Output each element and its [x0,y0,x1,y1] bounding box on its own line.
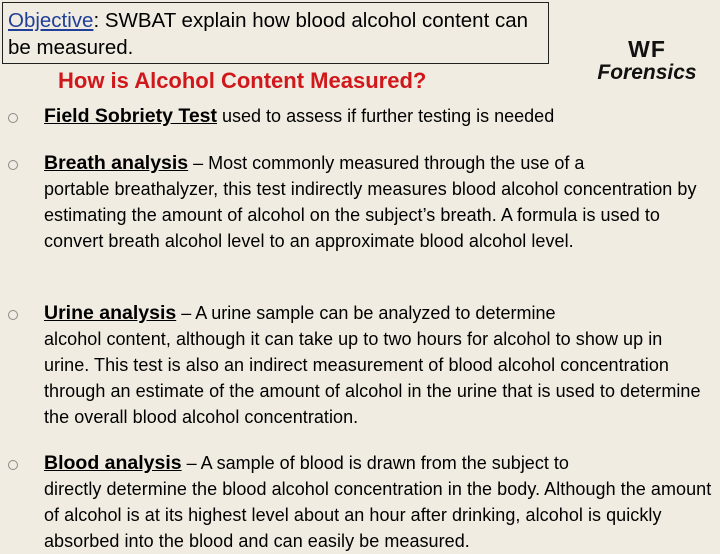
bullet-urine-analysis [44,300,712,430]
bullet-term: Blood analysis [44,452,182,474]
wf-forensics-logo [592,38,702,96]
bullet-intro: – A sample of blood is drawn from the subject to [181,453,569,473]
bullet-term: Breath analysis [44,152,189,174]
logo-forensics-text: Forensics [597,61,697,84]
objective-label[interactable]: Objective [8,9,94,32]
bullet-blood-analysis [44,450,712,554]
bullet-body: alcohol content, although it can take up to two hours for alcohol to show up in urine. This test is also an indirect measurement of blood alcohol concentration through an estimate of the amount of alcohol in the urine that is used to determine the overall blood alcohol concentration. [44,329,701,427]
logo-wf-text: WF [628,36,666,62]
bullet-term: Urine analysis [44,302,177,324]
bullet-intro: – Most commonly measured through the use of a [188,153,585,173]
bullet-marker-icon [8,460,18,470]
bullet-intro: used to assess if further testing is needed [217,106,555,126]
objective-box [2,2,549,64]
bullet-marker-icon [8,310,18,320]
bullet-marker-icon [8,113,18,123]
bullet-intro: – A urine sample can be analyzed to determine [176,303,556,323]
bullet-field-sobriety [44,103,712,129]
bullet-term: Field Sobriety Test [44,105,218,127]
objective-text: : SWBAT explain how blood alcohol content can be measured. [8,9,529,59]
slide-title: How is Alcohol Content Measured? [58,68,427,93]
bullet-body: portable breathalyzer, this test indirectly measures blood alcohol concentration by estimating the amount of alcohol on the subject’s breath. A formula is used to convert breath alcohol level to an approximate blood alcohol level. [44,179,697,251]
bullet-breath-analysis [44,150,712,254]
bullet-body: directly determine the blood alcohol concentration in the body. Although the amount of alcohol is at its highest level about an hour after drinking, alcohol is quickly absorbed into the blood and can easily be measured. [44,479,712,551]
bullet-marker-icon [8,160,18,170]
